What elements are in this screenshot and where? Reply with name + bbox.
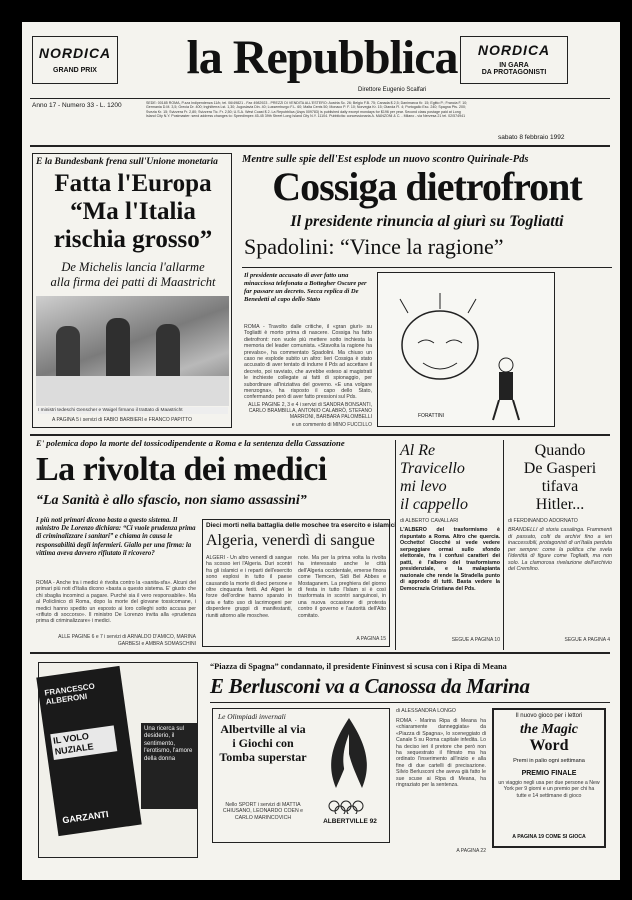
europa-kicker: E la Bundesbank frena sull'Unione monetaria [36,157,218,167]
section-rule-2 [30,652,610,654]
cossiga-body: ROMA - Travolto dalle critiche, il «gran giurì» su Togliatti è morto prima di nascere. Cossiga ha fatto dietrofront: non vuole più mettere sotto inchiesta la memoria del leader comunista. «Stavolta la ragione ha prevalso», ha commentato Spadolini. Ma chiuso un caso ne esplode subito un altro: lieri Cossiga è stato accusato di aver tentato di indurre il Pds ad accettare il decreto, poi ravviato, che avrebbe esteso ai magistrati le inchieste collegate ai fatti di spionaggio, per subordinare all'iniziativa del governo. «E una volgare menzogna», ha risposto il capo dello Stato, confermando però di aver fatto pressioni sul Pds. [244,324,372,401]
olympics-kicker: Le Olimpiadi invernali [218,712,286,721]
medici-headline: La rivolta dei medici [36,451,327,488]
degasperi-body: BRANDELLI di storia casalinga. Frammenti di passato, colti da archivi fino a ieri inaccessibili, protagonisti di un'Italia perduta per sempre: come la politica che svela l'identità di figure come Togliatti, ma non solo. La clamorosa rivelazione dell'archivio del Cremlino. [508,527,612,572]
game-final: PREMIO FINALE [521,770,577,777]
travicello-h2: Travicello [400,460,465,477]
cartoon-drawing [378,273,554,426]
ad-right-sub1: IN GARA [499,62,529,69]
berlusconi-rule [210,702,610,703]
berlusconi-kicker: “Piazza di Spagna” condannato, il presidente Fininvest si scusa con i Ripa di Meana [210,662,507,671]
olympics-headline: Albertville al via i Giochi con Tomba superstar [219,722,307,764]
travicello-ref: SEGUE A PAGINA 10 [451,637,500,643]
book-blurb: Una ricerca sul desiderio, il sentimento, l'erotismo, l'amore della donna [141,723,197,809]
travicello-body: L'ALBERO del trasformismo è rispuntato a Roma. Altro che quercia. Occhetto! Ciocché si vede vedere serpeggiare ormai sullo sfondo elettorale, fra i confusi caratteri dei patti, è l'albero del trasformismo presidenziale, e la malapianta nazionale che rende la Stradella punto di approdo di tutti. Basta vedere la Democrazia Cristiana del Pds. [400,527,500,592]
cossiga-ref-commento: e un commento di MINO FUCCILLO [291,422,372,428]
cossiga-lead: Il presidente accusato di aver fatto una minacciosa telefonata a Bottegher Oscure per far passare un decreto. Secca replica di De Benedetti al capo dello Stato [244,272,367,303]
newspaper-page [22,22,620,880]
ad-right-brand: NORDICA [477,42,551,58]
ad-right-sub2: DA PROTAGONISTI [481,69,547,76]
europa-headline-3: rischia grosso” [53,226,213,253]
game-prizes: Premi in palio ogni settimana [513,758,585,764]
algeria-body-1: ALGERI - Un altro venerdì di sangue ha scosso ieri l'Algeria. Duri scontri fra gli islamici e i reparti dell'esercito sono esplosi in tutto il paese causando la morte di dieci persone e oltre cinquanta feriti. Ad Algeri le forze dell'ordine hanno sparato in aria e fatto uso di lacrimogeni per disperdere gruppi di manifestanti, riuniti attorno alle moschee. [206,555,292,619]
divider-1 [395,440,396,650]
game-name-1: the Magic [520,722,578,737]
ad-left-brand: NORDICA [38,45,112,61]
travicello-h1: Al Re [400,442,436,459]
berlusconi-body: ROMA - Marina Ripa di Meana ha «chiaramente danneggiata» da «Piazza di Spagna», lo sceneggiato di Canale 5 su Roma capitale infedita. Lo ha deciso ieri il pretore che però non ha sequestrato il filmato ma ha ordinato l'inserimento all'inizio e alla fine di due cartelli di precisazione. Silvio Berlusconi che aveva già fatto le sue scuse ai Ripa di Meana, ha ringraziato per la sentenza. [396,718,486,789]
degasperi-ref: SEGUE A PAGINA 4 [564,637,610,643]
europa-sub-2: alla firma dei patti di Maastricht [50,275,216,289]
ad-nordica-left[interactable] [32,36,118,84]
ad-nordica-right[interactable] [460,36,568,84]
book-title: IL VOLO NUZIALE [50,725,117,760]
medici-kicker: E' polemica dopo la morte del tossicodipendente a Roma e la sentenza della Cassazione [36,438,345,448]
europa-headline-2: “Ma l'Italia [70,198,196,225]
spadolini-quote: Spadolini: “Vince la ragione” [244,234,504,259]
masthead-rule-bottom [30,145,610,147]
albertville-logo-text: ALBERTVILLE 92 [323,818,377,825]
algeria-ref: A PAGINA 15 [356,636,386,642]
berlusconi-ref: A PAGINA 22 [456,848,486,854]
medici-ref: ALLE PAGINE 6 e 7 i servizi di ARNALDO D'AMICO, MARINA GARBESI e AMBRA SOMASCHINI [58,634,196,647]
berlusconi-author: di ALESSANDRA LONGO [396,708,456,714]
cossiga-sub: Il presidente rinuncia al giurì su Togliatti [290,213,564,230]
europa-headline-1: Fatta l'Europa [54,170,212,197]
degasperi-h2: De Gasperi [523,460,597,477]
game-top: Il nuovo gioco per i lettori [515,713,583,719]
forattini-cartoon [377,272,555,427]
alberoni-ad[interactable] [38,662,198,858]
europa-ref: A PAGINA 5 i servizi di FABIO BARBIERI e FRANCO PAPITTO [52,417,193,423]
masthead-title: la Repubblica [186,31,458,84]
cossiga-refs: ALLE PAGINE 2, 3 e 4 i servizi di SANDRA BONSANTI, CARLO BRAMBILLA, ANTONIO CALABRÒ, STEFANO MARRONI, BARBARA PALOMBELLI [248,402,372,420]
algeria-body-2: note. Ma per la prima volta la rivolta ha interessato anche le città dell'Algeria occidentale, emerse finora come Tlemcen, Sidi Bel Abbes e Mostaganem. La preghiera del giorno di festa in tutto l'Islam si è così trasformata in scontri sanguinosi, in una nuova occasione di protesta contro il governo e l'autorità dell'Alto comitato. [298,555,386,619]
degasperi-h4: Hitler... [535,496,585,513]
book-publisher: GARZANTI [61,808,110,826]
game-final-desc: un viaggio negli usa per due persone a New York per 9 giorni e un premio per chi ha tutte e 14 settimane di gioco [498,780,600,799]
masthead-rule [30,98,610,99]
divider-2 [503,440,504,650]
olympics-refs: Nello SPORT i servizi di MATTIA CHIUSANO, LEONARDO COEN e CARLO MARINCOVICH [222,802,304,821]
director-line: Direttore Eugenio Scalfari [358,87,427,93]
masthead-small-print: SEDE: 00185 ROMA, P.zza Indipendenza 11/b, tel. 06/49821 - Fax 4982923 - PREZZI DI VENDITA ALL'ESTERO: Austria Sc. 26; Belgio F.B. 75; Canada $ 2,5; Danimarca Kr. 15; Egitto P.; Francia F. 10; Germania D.M. 3,5; Grecia Dr. 400; Inghilterra Lst. 1,30; Jugoslavia Din. 40; Lussemburgo F.L. 60; Malta Cents 50; Monaco P. F. 10; Norvegia Kr. 15; Olanda Fl. 4; Portogallo Esc. 240; Spagna Pts. 200; Svezia Kr. 15; Svizzera Fr. 2,80; Svizzera Tic. Fr. 2,50; U.S.A. West Coast $ 2. La Repubblica (Usps 009783) is published daily except mondays for $196 per year. Second class postage paid at Long Island City N.Y. Postmaster: send address changes to: Speedimpex 45-45 39th Street Long Island City N.Y. 11104. Pubblicita: concessionaria A. MANZONI & C. - Milano - via Nervesa 21 tel. 02/574941 [146,101,468,119]
book-cover [36,666,141,836]
issue-number: Anno 17 - Numero 33 - L. 1200 [32,102,122,109]
medici-body: ROMA - Anche tra i medici è rivolta contro la «sanita-sfa». Alcuni dei primari più noti d'Italia dicono «basta a questo sistema. E' giusto che chi sbaglia incominci a pagare. Purché sia il vero responsabile». Ma al Policlinico di Roma, dopo la morte del giovane tossicomane, i medici hanno spedito un esposto ai loro colleghi sotto accusa per «rifiuto di soccorso». Il ministro De Lorenzo invita alla «prudenza prima di criminalizzare» i medici. [36,580,196,625]
degasperi-h3: tifava [541,478,579,495]
maastricht-photo [36,296,229,406]
travicello-h3: mi levo [400,478,447,495]
albertville-logo [312,714,386,836]
maastricht-caption: I ministri tedeschi Genscher e Waigel firmano il trattato di Maastricht [38,407,228,414]
medici-lead: I più noti primari dicono basta a questo sistema. Il ministro De Lorenzo dichiara: “Ci vuole prudenza prima di criminalizzare i sanitari” e chiama in causa le responsabilità degli infermieri. Giallo per una firma: la vittima aveva davvero rifiutato il ricovero? [36,517,196,557]
cossiga-headline: Cossiga dietrofront [272,164,582,209]
europa-sub-1: De Michelis lancia l'allarme [61,260,205,274]
game-ref: A PAGINA 19 COME SI GIOCA [512,834,586,840]
algeria-kicker: Dieci morti nella battaglia delle moschee tra esercito e islamici [206,522,397,529]
magic-word-box[interactable] [492,708,606,848]
cossiga-rule [242,267,612,268]
algeria-headline: Algeria, venerdì di sangue [206,532,375,549]
degasperi-author: di FERDINANDO ADORNATO [508,518,578,524]
medici-quote: “La Sanità è allo sfascio, non siamo assassini” [36,493,307,508]
travicello-author: di ALBERTO CAVALLARI [400,518,459,524]
berlusconi-headline: E Berlusconi va a Canossa da Marina [210,674,530,698]
travicello-h4: il cappello [400,496,468,513]
degasperi-h1: Quando [534,442,586,459]
ad-left-sub: GRAND PRIX [53,67,97,74]
cartoon-signature: FORATTINI [418,413,445,419]
section-rule-1 [30,434,610,436]
game-name-2: Word [529,737,569,754]
albertville-flame-icon [312,714,386,814]
date-line: sabato 8 febbraio 1992 [498,134,565,141]
cossiga-kicker: Mentre sulle spie dell'Est esplode un nuovo scontro Quirinale-Pds [242,154,529,165]
book-author: FRANCESCO ALBERONI [43,681,96,707]
